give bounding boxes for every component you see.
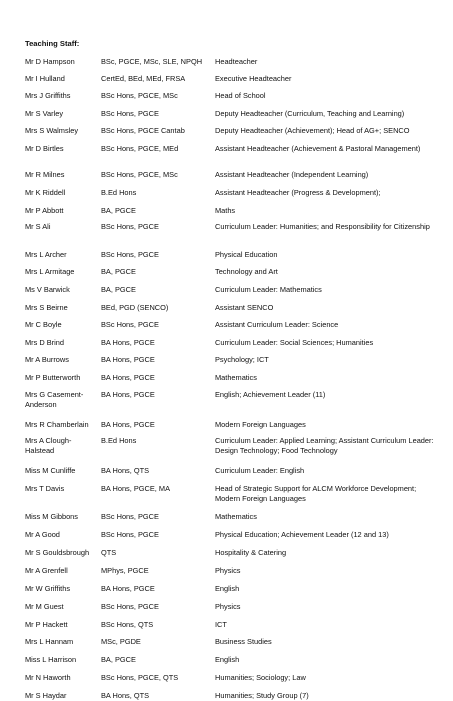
staff-qualifications: BSc, PGCE, MSc, SLE, NPQH	[101, 57, 203, 66]
staff-role: Head of School	[215, 91, 266, 100]
staff-name: Mrs L Archer	[25, 250, 67, 259]
staff-role: Assistant SENCO	[215, 303, 274, 312]
staff-role: English; Achievement Leader (11)	[215, 390, 326, 399]
staff-qualifications: BA, PGCE	[101, 285, 136, 294]
staff-qualifications: BSc Hons, PGCE	[101, 602, 159, 611]
staff-qualifications: BSc Hons, PGCE	[101, 222, 159, 231]
staff-name: Mrs G Casement-Anderson	[25, 390, 84, 409]
staff-role: Deputy Headteacher (Achievement); Head of AG+; SENCO	[215, 126, 410, 135]
staff-name: Mr M Guest	[25, 602, 64, 611]
staff-qualifications: B.Ed Hons	[101, 188, 137, 197]
staff-role: Hospitality & Catering	[215, 548, 287, 557]
staff-qualifications: MSc, PGDE	[101, 637, 141, 646]
staff-name: Mr N Haworth	[25, 673, 71, 682]
staff-name: Mrs J Griffiths	[25, 91, 71, 100]
staff-name: Mrs D Brind	[25, 338, 65, 347]
staff-qualifications: BSc Hons, PGCE	[101, 109, 159, 118]
staff-name: Ms V Barwick	[25, 285, 70, 294]
staff-qualifications: BSc Hons, PGCE, MSc	[101, 170, 178, 179]
staff-name: Mr R Milnes	[25, 170, 65, 179]
staff-name: Mr P Hackett	[25, 620, 68, 629]
staff-name: Mr S Varley	[25, 109, 64, 118]
staff-qualifications: BA Hons, PGCE	[101, 355, 155, 364]
staff-role: Humanities; Sociology; Law	[215, 673, 306, 682]
staff-name: Mr P Butterworth	[25, 373, 81, 382]
staff-role: Head of Strategic Support for ALCM Workforce Development; Modern Foreign Languages	[215, 484, 417, 503]
staff-qualifications: B.Ed Hons	[101, 436, 137, 445]
staff-qualifications: MPhys, PGCE	[101, 566, 149, 575]
staff-qualifications: BA Hons, PGCE	[101, 338, 155, 347]
staff-qualifications: QTS	[101, 548, 117, 557]
staff-qualifications: BA Hons, PGCE	[101, 420, 155, 429]
staff-name: Mr C Boyle	[25, 320, 62, 329]
staff-name: Mr S Haydar	[25, 691, 67, 700]
staff-role: Executive Headteacher	[215, 74, 292, 83]
staff-role: Physical Education	[215, 250, 278, 259]
staff-role: Assistant Headteacher (Progress & Development);	[215, 188, 381, 197]
staff-qualifications: BSc Hons, QTS	[101, 620, 154, 629]
staff-qualifications: BA Hons, PGCE	[101, 373, 155, 382]
staff-role: Headteacher	[215, 57, 258, 66]
staff-qualifications: BSc Hons, PGCE, MEd	[101, 144, 179, 153]
staff-role: Mathematics	[215, 512, 257, 521]
staff-qualifications: BA Hons, QTS	[101, 691, 150, 700]
staff-qualifications: BSc Hons, PGCE	[101, 512, 159, 521]
staff-name: Mr S Gouldsbrough	[25, 548, 90, 557]
staff-qualifications: BA Hons, QTS	[101, 466, 150, 475]
staff-role: Maths	[215, 206, 236, 215]
staff-role: Deputy Headteacher (Curriculum, Teaching and Learning)	[215, 109, 405, 118]
staff-role: English	[215, 655, 240, 664]
staff-role: Business Studies	[215, 637, 272, 646]
staff-qualifications: BSc Hons, PGCE, MSc	[101, 91, 178, 100]
staff-role: Curriculum Leader: Humanities; and Responsibility for Citizenship	[215, 222, 430, 231]
staff-name: Mrs S Walmsley	[25, 126, 79, 135]
staff-role: Humanities; Study Group (7)	[215, 691, 309, 700]
staff-role: Technology and Art	[215, 267, 278, 276]
staff-name: Mr P Abbott	[25, 206, 64, 215]
staff-name: Miss L Harrison	[25, 655, 77, 664]
staff-name: Mr D Hampson	[25, 57, 75, 66]
staff-name: Mrs L Armitage	[25, 267, 75, 276]
staff-qualifications: BSc Hons, PGCE, QTS	[101, 673, 179, 682]
staff-role: Assistant Headteacher (Independent Learning)	[215, 170, 369, 179]
staff-name: Mrs R Chamberlain	[25, 420, 89, 429]
staff-role: Curriculum Leader: English	[215, 466, 305, 475]
staff-qualifications: BEd, PGD (SENCO)	[101, 303, 169, 312]
staff-qualifications: BSc Hons, PGCE Cantab	[101, 126, 185, 135]
staff-name: Mr D Birtles	[25, 144, 64, 153]
staff-role: Curriculum Leader: Social Sciences; Humanities	[215, 338, 374, 347]
staff-qualifications: BA Hons, PGCE	[101, 390, 155, 399]
staff-qualifications: BSc Hons, PGCE	[101, 530, 159, 539]
staff-qualifications: BA, PGCE	[101, 206, 136, 215]
staff-role: Physical Education; Achievement Leader (12 and 13)	[215, 530, 389, 539]
staff-name: Mr A Grenfell	[25, 566, 68, 575]
staff-role: Physics	[215, 566, 241, 575]
staff-qualifications: CertEd, BEd, MEd, FRSA	[101, 74, 186, 83]
staff-name: Mr A Burrows	[25, 355, 69, 364]
staff-role: Mathematics	[215, 373, 257, 382]
staff-qualifications: BA, PGCE	[101, 267, 136, 276]
staff-name: Miss M Cunliffe	[25, 466, 76, 475]
staff-role: Curriculum Leader: Applied Learning; Assistant Curriculum Leader: Design Technology; Food Technology	[215, 436, 434, 455]
staff-qualifications: BA Hons, PGCE	[101, 584, 155, 593]
staff-role: Curriculum Leader: Mathematics	[215, 285, 322, 294]
staff-qualifications: BA, PGCE	[101, 655, 136, 664]
staff-name: Mr K Riddell	[25, 188, 66, 197]
staff-name: Mrs A Clough-Halstead	[25, 436, 72, 455]
section-title: Teaching Staff:	[25, 39, 80, 48]
staff-name: Mrs S Beirne	[25, 303, 68, 312]
staff-role: English	[215, 584, 240, 593]
staff-role: Assistant Headteacher (Achievement & Pastoral Management)	[215, 144, 421, 153]
staff-role: Modern Foreign Languages	[215, 420, 306, 429]
staff-name: Mrs T Davis	[25, 484, 65, 493]
staff-name: Mr W Griffiths	[25, 584, 71, 593]
staff-qualifications: BSc Hons, PGCE	[101, 320, 159, 329]
staff-role: Psychology; ICT	[215, 355, 269, 364]
staff-name: Mr I Hulland	[25, 74, 65, 83]
staff-qualifications: BA Hons, PGCE, MA	[101, 484, 171, 493]
staff-name: Miss M Gibbons	[25, 512, 78, 521]
staff-name: Mr A Good	[25, 530, 60, 539]
staff-qualifications: BSc Hons, PGCE	[101, 250, 159, 259]
staff-role: Physics	[215, 602, 241, 611]
staff-role: Assistant Curriculum Leader: Science	[215, 320, 339, 329]
staff-name: Mr S Ali	[25, 222, 51, 231]
staff-name: Mrs L Hannam	[25, 637, 74, 646]
staff-role: ICT	[215, 620, 227, 629]
